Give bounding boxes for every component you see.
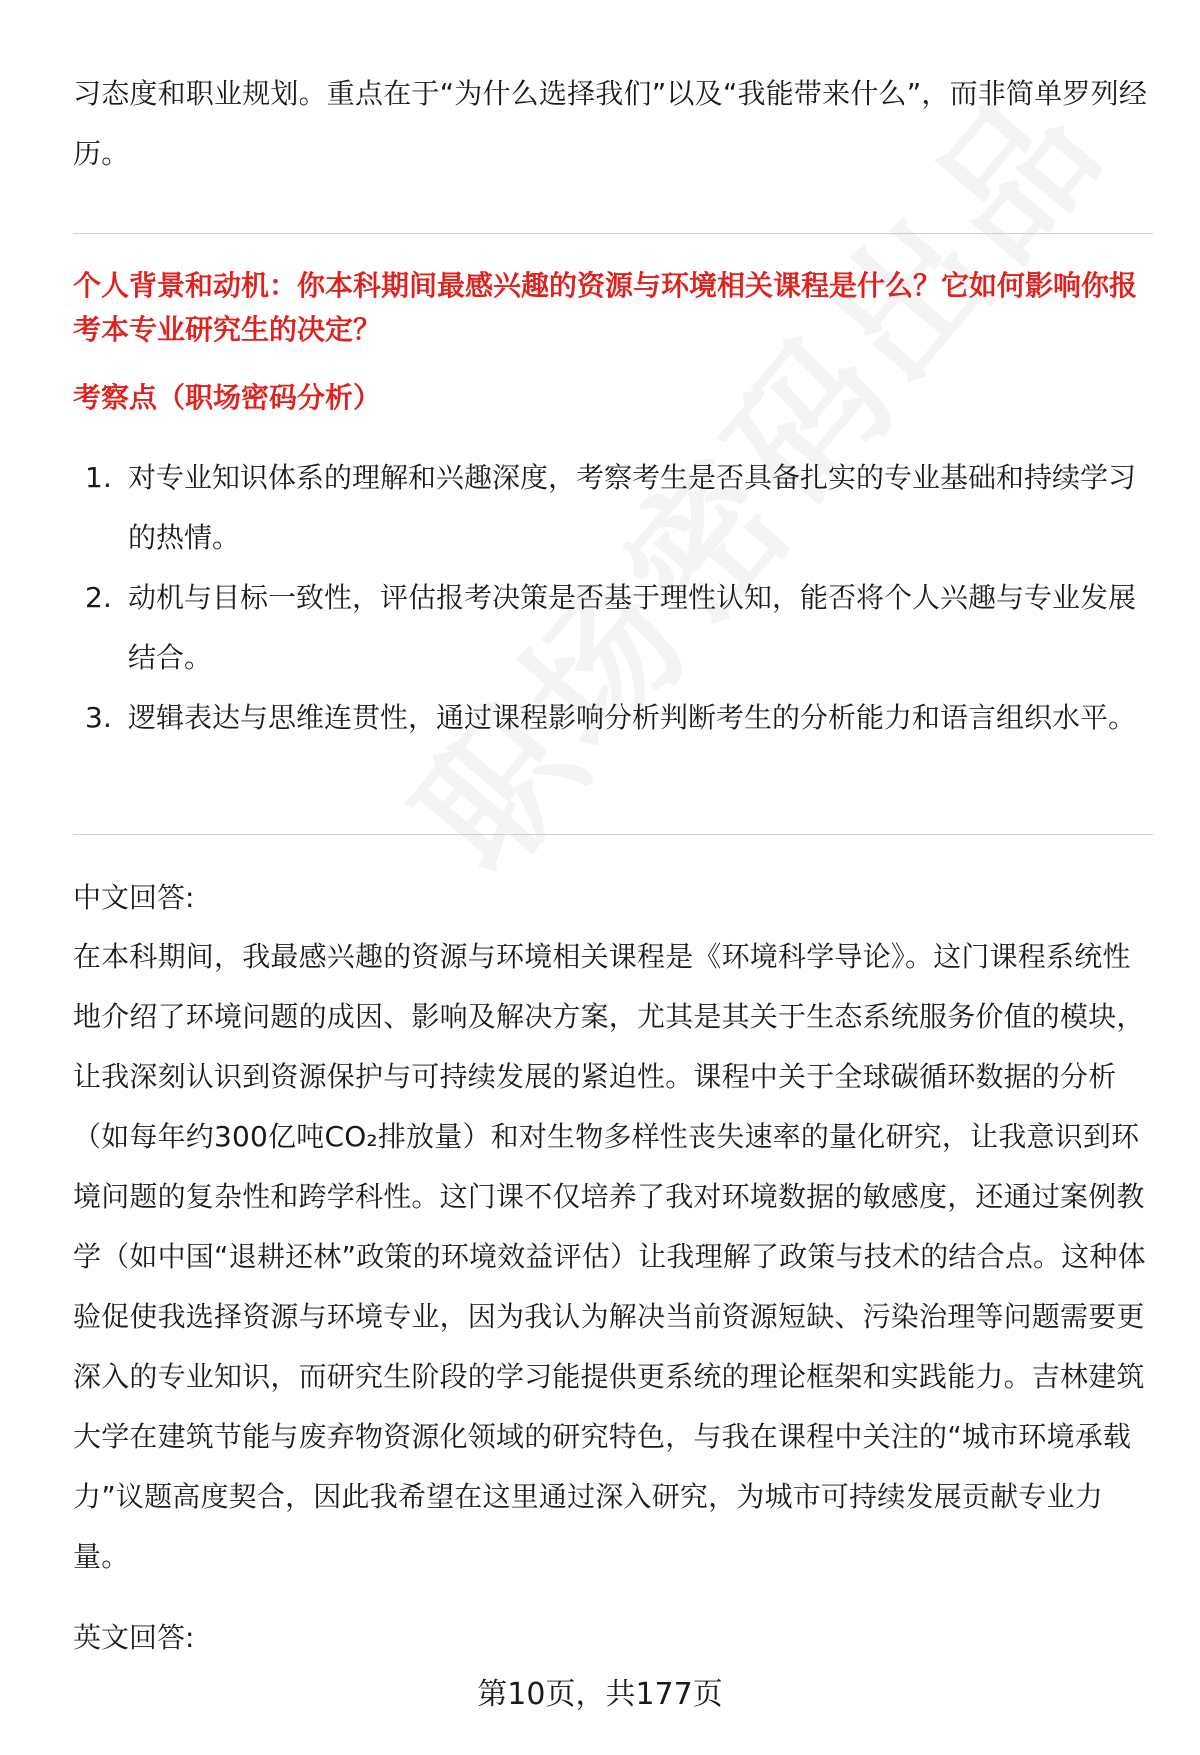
assessment-point	[73, 448, 1153, 568]
point-text: 动机与目标一致性，评估报考决策是否基于理性认知，能否将个人兴趣与专业发展结合。	[128, 581, 1137, 674]
point-number: 2.	[85, 581, 112, 614]
assessment-points-title: 考察点（职场密码分析）	[73, 381, 382, 414]
divider	[73, 233, 1153, 234]
chinese-answer-text: 在本科期间，我最感兴趣的资源与环境相关课程是《环境科学导论》。这门课程系统性地介绍了环境问题的成因、影响及解决方案，尤其是其关于生态系统服务价值的模块，让我深刻认识到资源保护与可持续发展的紧迫性。课程中关于全球碳循环数据的分析（如每年约300亿吨CO₂排放量）和对生物多样性丧失速率的量化研究，让我意识到环境问题的复杂性和跨学科性。这门课不仅培养了我对环境数据的敏感度，还通过案例教学（如中国“退耕还林”政策的环境效益评估）让我理解了政策与技术的结合点。这种体验促使我选择资源与环境专业，因为我认为解决当前资源短缺、污染治理等问题需要更深入的专业知识，而研究生阶段的学习能提供更系统的理论框架和实践能力。吉林建筑大学在建筑节能与废弃物资源化领域的研究特色，与我在课程中关注的“城市环境承载力”议题高度契合，因此我希望在这里通过深入研究，为城市可持续发展贡献专业力量。	[73, 940, 1146, 1573]
question-heading: 个人背景和动机：你本科期间最感兴趣的资源与环境相关课程是什么？它如何影响你报考本专业研究生的决定？	[73, 269, 1138, 346]
previous-section-tail: 习态度和职业规划。重点在于“为什么选择我们”以及“我能带来什么”，而非简单罗列经历。	[73, 77, 1148, 170]
divider	[73, 834, 1153, 835]
chinese-answer-label: 中文回答:	[73, 881, 195, 914]
assessment-point	[73, 688, 1153, 748]
point-text: 对专业知识体系的理解和兴趣深度，考察考生是否具备扎实的专业基础和持续学习的热情。	[128, 461, 1137, 554]
point-number: 1.	[85, 461, 112, 494]
point-text: 逻辑表达与思维连贯性，通过课程影响分析判断考生的分析能力和语言组织水平。	[128, 701, 1137, 734]
page-number-footer: 第10页，共177页	[477, 1677, 723, 1712]
point-number: 3.	[85, 701, 112, 734]
english-answer-label: 英文回答:	[73, 1621, 195, 1654]
assessment-points-list	[73, 448, 1153, 748]
assessment-point	[73, 568, 1153, 688]
